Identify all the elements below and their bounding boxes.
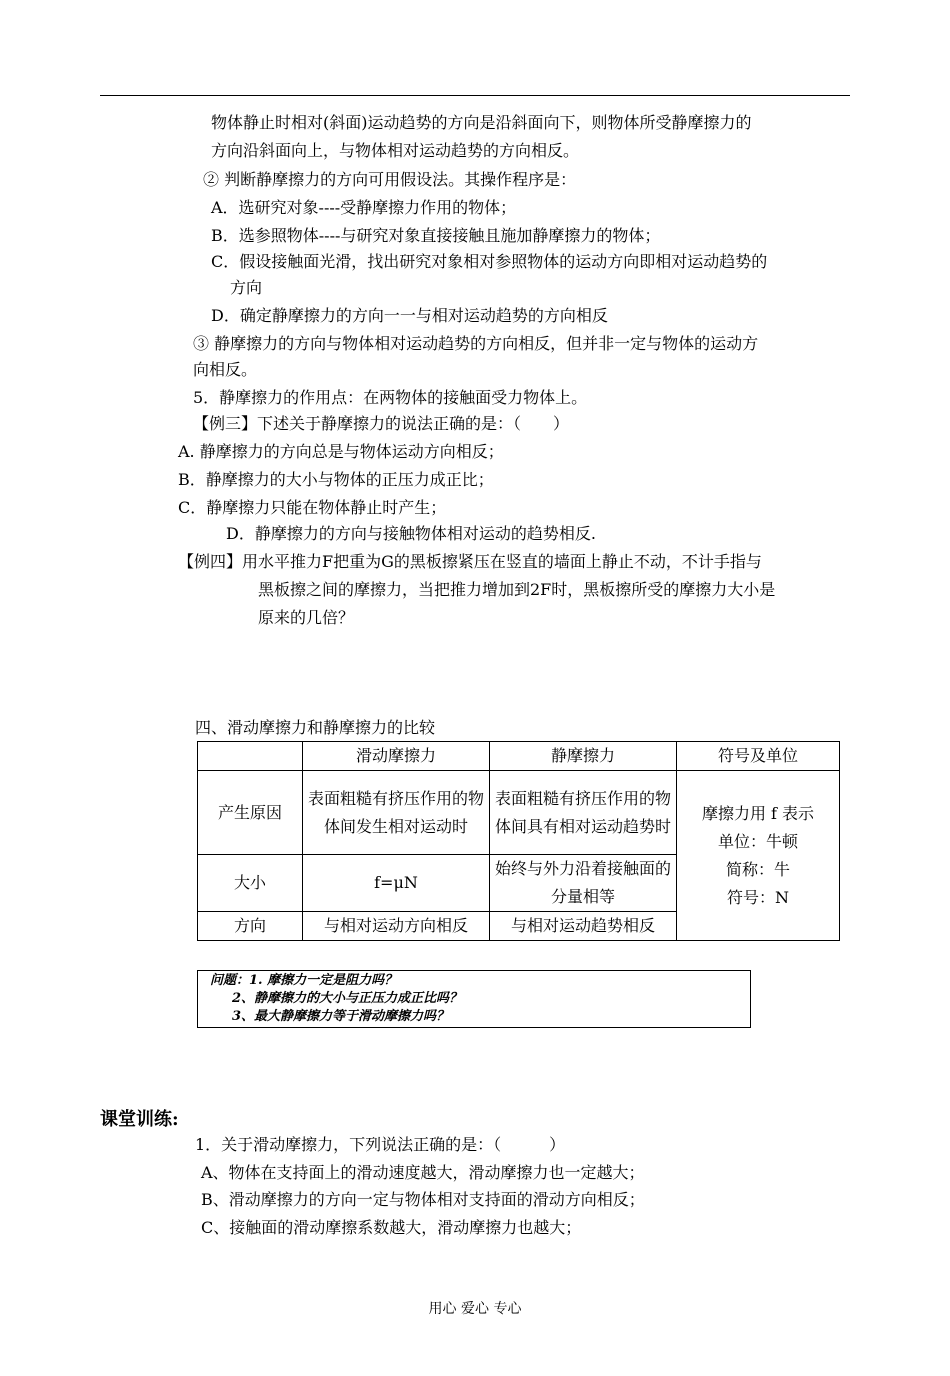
row-label: 方向	[198, 912, 303, 941]
table-header-cell: 符号及单位	[677, 742, 840, 771]
example-3-title: 【例三】下述关于静摩擦力的说法正确的是：（ ）	[193, 414, 570, 433]
units-line: 单位：牛顿	[717, 831, 798, 851]
exercise-option: C、接触面的滑动摩擦系数越大，滑动摩擦力也越大；	[201, 1218, 582, 1237]
question-box	[197, 970, 751, 1028]
text-line: 方向沿斜面向上，与物体相对运动趋势的方向相反。	[211, 141, 580, 160]
comparison-table	[197, 741, 840, 941]
example-4-text: 【例四】用水平推力F把重为G的黑板擦紧压在竖直的墙面上静止不动，不计手指与	[178, 552, 762, 571]
units-line: 符号：N	[726, 887, 789, 907]
header-rule	[100, 95, 850, 96]
question-line: 3、最大静摩擦力等于滑动摩擦力吗？	[232, 1009, 450, 1024]
section-title: 四、滑动摩擦力和静摩擦力的比较	[195, 718, 436, 737]
text-line: 方向	[230, 278, 263, 297]
table-cell: 始终与外力沿着接触面的分量相等	[490, 855, 677, 912]
row-label: 产生原因	[198, 771, 303, 855]
text-line: B．选参照物体----与研究对象直接接触且施加静摩擦力的物体；	[211, 226, 661, 245]
text-line: ② 判断静摩擦力的方向可用假设法。其操作程序是：	[203, 170, 577, 189]
table-cell: 表面粗糙有挤压作用的物体间发生相对运动时	[303, 771, 490, 855]
units-line: 简称：牛	[725, 859, 790, 879]
example-4-text: 黑板擦之间的摩擦力，当把推力增加到2F时，黑板擦所受的摩擦力大小是	[258, 580, 776, 599]
exercise-option: A、物体在支持面上的滑动速度越大，滑动摩擦力也一定越大；	[201, 1163, 645, 1182]
exercise-option: B、滑动摩擦力的方向一定与物体相对支持面的滑动方向相反；	[201, 1190, 645, 1209]
exercise-question: 1．关于滑动摩擦力，下列说法正确的是：（ ）	[195, 1135, 566, 1154]
option-d: D．静摩擦力的方向与接触物体相对运动的趋势相反.	[226, 524, 596, 543]
units-cell	[677, 771, 840, 941]
text-line: 5．静摩擦力的作用点：在两物体的接触面受力物体上。	[193, 388, 588, 407]
text-line: 向相反。	[193, 360, 258, 379]
question-line: 问题：1. 摩擦力一定是阻力吗？	[210, 973, 398, 988]
text-line: D．确定静摩擦力的方向一一与相对运动趋势的方向相反	[211, 306, 608, 325]
text-line: 物体静止时相对(斜面)运动趋势的方向是沿斜面向下，则物体所受静摩擦力的	[211, 113, 752, 132]
text-line: A．选研究对象----受静摩擦力作用的物体；	[211, 198, 517, 217]
table-cell: 表面粗糙有挤压作用的物体间具有相对运动趋势时	[490, 771, 677, 855]
text-line: ③ 静摩擦力的方向与物体相对运动趋势的方向相反，但并非一定与物体的运动方	[193, 334, 759, 353]
table-header-cell	[198, 742, 303, 771]
option-a: A. 静摩擦力的方向总是与物体运动方向相反；	[178, 442, 504, 461]
table-cell: f=μN	[303, 855, 490, 912]
question-line: 2、静摩擦力的大小与正压力成正比吗？	[232, 991, 463, 1006]
page-footer: 用心 爱心 专心	[428, 1301, 522, 1317]
text-line: C．假设接触面光滑，找出研究对象相对参照物体的运动方向即相对运动趋势的	[211, 252, 768, 271]
option-b: B．静摩擦力的大小与物体的正压力成正比；	[178, 470, 494, 489]
table-header-cell: 滑动摩擦力	[303, 742, 490, 771]
table-header-cell: 静摩擦力	[490, 742, 677, 771]
example-4-text: 原来的几倍？	[258, 608, 355, 627]
table-cell: 与相对运动方向相反	[303, 912, 490, 941]
units-line: 摩擦力用 f 表示	[701, 803, 815, 823]
option-c: C．静摩擦力只能在物体静止时产生；	[178, 498, 447, 517]
table-cell: 与相对运动趋势相反	[490, 912, 677, 941]
row-label: 大小	[198, 855, 303, 912]
section-heading: 课堂训练:	[100, 1109, 179, 1130]
